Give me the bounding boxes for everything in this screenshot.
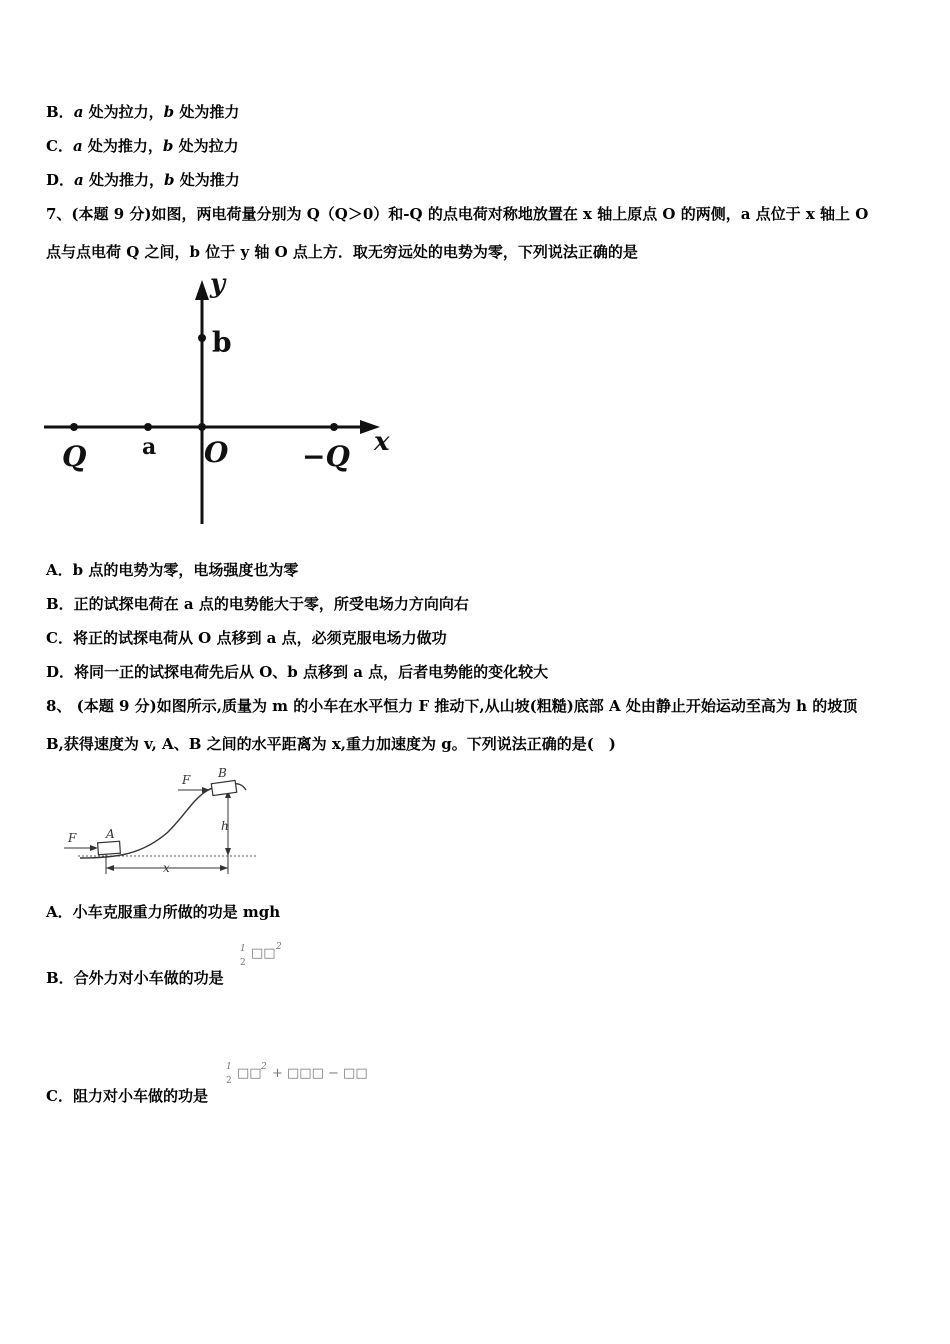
label-b: B <box>218 766 227 780</box>
q7-option-b: B．正的试探电荷在 a 点的电势能大于零，所受电场力方向向右 <box>46 595 469 613</box>
q7-option-c: C．将正的试探电荷从 O 点移到 a 点，必须克服电场力做功 <box>46 629 447 647</box>
q8-option-a: A．小车克服重力所做的功是 mgh <box>46 903 281 921</box>
y-axis-arrow <box>195 280 209 300</box>
label-negq: −Q <box>302 440 350 473</box>
car-b <box>211 780 236 795</box>
q6-option-d: D．a 处为推力，b 处为推力 <box>46 171 240 189</box>
point-negq <box>330 423 338 431</box>
formula-b: 1 2 □□ 2 <box>240 942 282 968</box>
q7-stem-line2: 点与点电荷 Q 之间，b 位于 y 轴 O 点上方．取无穷远处的电势为零，下列说法正确的是 <box>46 243 638 261</box>
q8-option-b: B．合外力对小车做的功是 <box>46 969 224 987</box>
q6-option-c: C．a 处为推力，b 处为拉力 <box>46 137 239 155</box>
point-o <box>198 423 206 431</box>
label-a: a <box>142 434 157 460</box>
label-x: x <box>374 427 390 457</box>
label-q: Q <box>62 440 87 473</box>
label-o: O <box>204 436 229 469</box>
label-f-bottom: F <box>68 831 77 845</box>
label-y: y <box>210 272 226 299</box>
point-a <box>144 423 152 431</box>
formula-c: 1 2 □□ 2 + □□□ − □□ <box>226 1062 368 1086</box>
force-a-arrow <box>90 845 98 851</box>
label-x: x <box>163 861 170 875</box>
q6-option-b: B．a 处为拉力，b 处为推力 <box>46 103 240 121</box>
q8-option-c: C．阻力对小车做的功是 <box>46 1087 208 1105</box>
q7-stem-line1: 7、(本题 9 分)如图，两电荷量分别为 Q（Q＞0）和-Q 的点电荷对称地放置在 x 轴上原点 O 的两侧，a 点位于 x 轴上 O <box>46 205 869 223</box>
point-q <box>70 423 78 431</box>
q7-option-a: A．b 点的电势为零，电场强度也为零 <box>46 561 299 579</box>
point-b <box>198 334 206 342</box>
q7-option-d: D．将同一正的试探电荷先后从 O、b 点移到 a 点，后者电势能的变化较大 <box>46 663 549 681</box>
label-b: b <box>212 326 232 359</box>
car-a <box>98 841 121 855</box>
q8-stem-line1: 8、 (本题 9 分)如图所示,质量为 m 的小车在水平恒力 F 推动下,从山坡(粗糙)底部 A 处由静止开始运动至高为 h 的坡顶 <box>46 697 858 715</box>
label-h: h <box>221 819 229 833</box>
label-f-top: F <box>182 773 191 787</box>
q8-figure <box>58 762 268 880</box>
q7-figure <box>44 272 404 528</box>
q8-stem-line2: B,获得速度为 v, A、B 之间的水平距离为 x,重力加速度为 g。下列说法正确的是( ) <box>46 735 616 753</box>
label-a: A <box>106 827 115 841</box>
